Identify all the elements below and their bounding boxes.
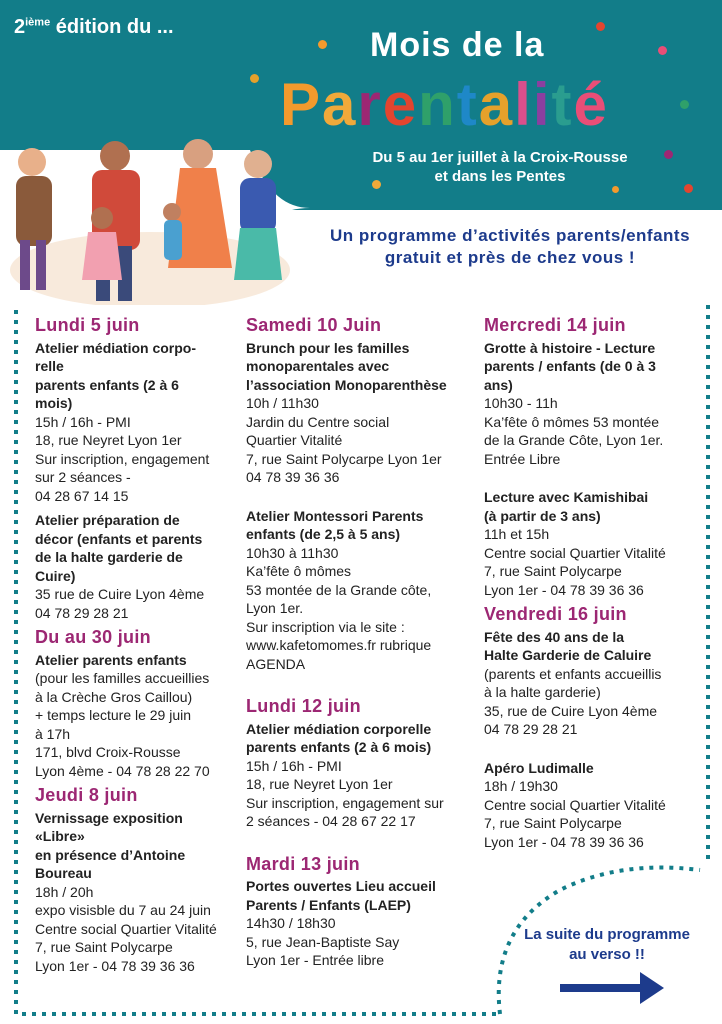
day-heading: Vendredi 16 juin [484, 604, 627, 624]
title-letter: é [573, 71, 609, 138]
confetti-dot [684, 184, 693, 193]
event: Atelier préparation de décor (enfants et parents de la halte garderie de Cuire) 35 rue de Cuire Lyon 4ème 04 78 29 28 21 [35, 512, 205, 621]
confetti-dot [612, 186, 619, 193]
event: Brunch pour les familles monoparentales avec l’association Monoparenthèse 10h / 11h30 Jardin du Centre social Quartier Vitalité 7, rue Saint Polycarpe Lyon 1er 04 78 39 36 36 [246, 339, 447, 485]
column-3 [484, 312, 694, 857]
title-parentalite [280, 70, 609, 139]
day-heading: Mardi 13 juin [246, 853, 360, 874]
day-heading: Du au 30 juin [35, 627, 151, 647]
event: Lecture avec Kamishibai (à partir de 3 ans) 11h et 15h Centre social Quartier Vitalité 7, rue Saint Polycarpe Lyon 1er - 04 78 39 36 36 [484, 489, 666, 598]
day-heading: Lundi 12 juin [246, 696, 361, 716]
day-heading: Lundi 5 juin [35, 315, 140, 335]
edition-label: 2ième édition du ... [14, 16, 174, 38]
event: Fête des 40 ans de la Halte Garderie de Caluire (parents et enfants accueillis à la halte garderie) 35, rue de Cuire Lyon 4ème 04 78 29 28 21 [484, 628, 662, 737]
title-letter: t [456, 71, 479, 138]
family-illustration [0, 120, 300, 305]
confetti-dot [664, 150, 673, 159]
confetti-dot [680, 100, 689, 109]
event: Apéro Ludimalle 18h / 19h30 Centre social Quartier Vitalité 7, rue Saint Polycarpe Lyon 1er - 04 78 39 36 36 [484, 759, 666, 850]
event: Grotte à histoire - Lecture parents / enfants (de 0 à 3 ans) 10h30 - 11h Ka’fête ô mômes 53 montée de la Grande Côte, Lyon 1er. Entrée Libre [484, 339, 664, 467]
title-letter: n [418, 71, 457, 138]
confetti-dot [372, 180, 381, 189]
title-letter: l [514, 71, 533, 138]
title-letter: a [478, 71, 515, 138]
day-heading: Jeudi 8 juin [35, 785, 138, 805]
column-2 [246, 312, 471, 976]
dates-subtitle: Du 5 au 1er juillet à la Croix-Rousse et dans les Pentes [372, 149, 628, 185]
confetti-dot [596, 22, 605, 31]
arrow-right-icon [560, 970, 666, 1006]
title-top: Mois de la [370, 26, 545, 64]
event: Atelier Montessori Parents enfants (de 2,5 à 5 ans) 10h30 à 11h30 Ka’fête ô mômes 53 montée de la Grande côte, Lyon 1er. Sur inscription via le site : www.kafetomomes.fr rubrique AGENDA [246, 507, 432, 672]
event: Portes ouvertes Lieu accueil Parents / Enfants (LAEP) 14h30 / 18h30 5, rue Jean-Baptiste Say Lyon 1er - Entrée libre [246, 878, 436, 968]
event: Atelier médiation corpo- relle parents enfants (2 à 6 mois) 15h / 16h - PMI 18, rue Neyret Lyon 1er Sur inscription, engagement sur 2 séances - 04 28 67 14 15 [35, 339, 210, 504]
event: Vernissage exposition «Libre» en présence d’Antoine Boureau 18h / 20h expo visisble du 7 au 24 juin Centre social Quartier Vitalité 7, rue Saint Polycarpe Lyon 1er - 04 78 39 36 36 [35, 809, 217, 974]
title-letter: e [382, 71, 419, 138]
confetti-dot [250, 74, 259, 83]
confetti-dot [658, 46, 667, 55]
event: Atelier parents enfants (pour les familles accueillies à la Crèche Gros Caillou) + temps lecture le 29 juin à 17h 171, blvd Croix-Rousse Lyon 4ème - 04 78 28 22 70 [35, 651, 210, 779]
tagline: Un programme d’activités parents/enfants gratuit et près de chez vous ! [329, 226, 691, 267]
day-heading: Samedi 10 Juin [246, 315, 382, 335]
title-letter: r [357, 71, 383, 138]
confetti-dot [318, 40, 327, 49]
title-letter: P [280, 71, 323, 138]
column-1 [35, 312, 235, 981]
title-letter: a [322, 71, 358, 138]
event: Atelier médiation corporelle parents enfants (2 à 6 mois) 15h / 16h - PMI 18, rue Neyret Lyon 1er Sur inscription, engagement sur 2 séances - 04 28 67 22 17 [246, 720, 444, 829]
day-heading: Mercredi 14 juin [484, 315, 626, 335]
title-letter: i [532, 71, 552, 138]
suite-au-verso: La suite du programme au verso !! [524, 926, 690, 963]
title-letter: t [551, 71, 574, 138]
